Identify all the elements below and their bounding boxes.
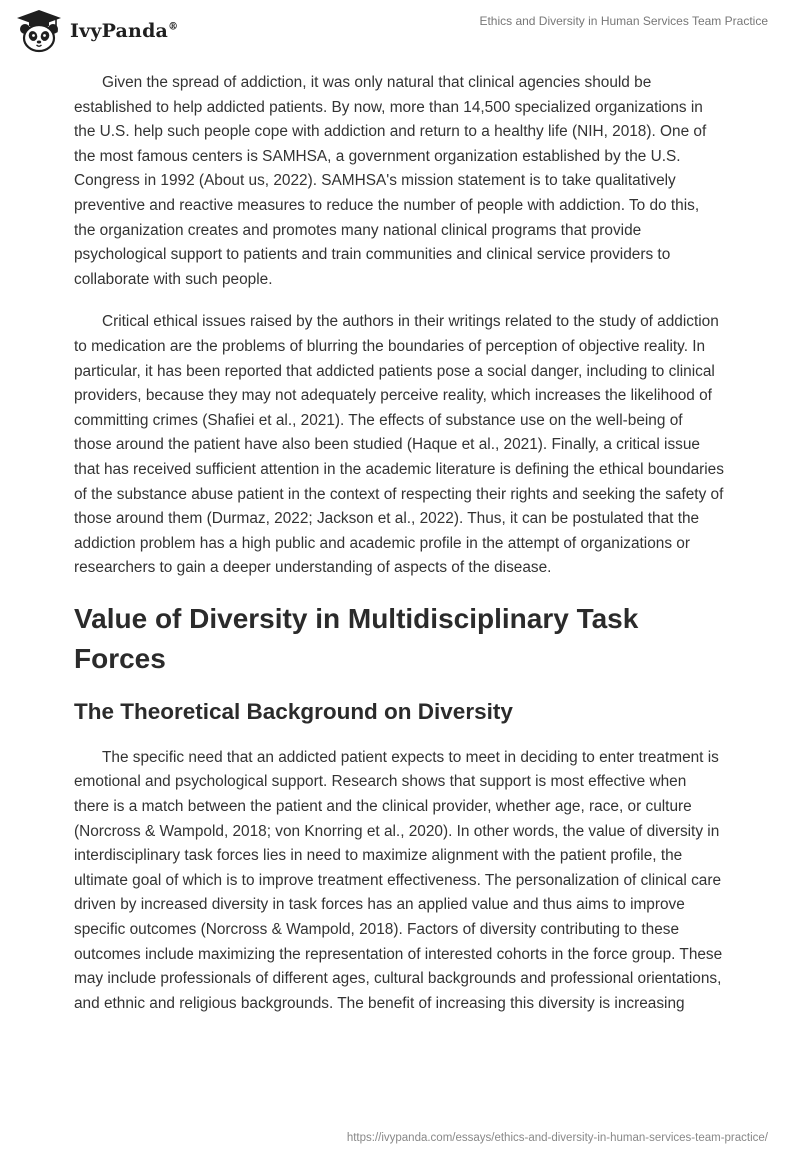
section-heading: Value of Diversity in Multidisciplinary Task Forces [74,602,639,674]
body-paragraph-3: The specific need that an addicted patient expects to meet in deciding to enter treatment is emotional and psychological support. Research shows that support is most effective when there is a match between the patient and the clinical provider, whether age, race, or culture (Norcross & Wampold, 2018; von Knorring et al., 2020). In other words, the value of diversity in interdisciplinary task forces lies in need to maximize alignment with the patient profile, the ultimate goal of which is to improve treatment effectiveness. The personalization of clinical care driven by increased diversity in task forces has an applied value and thus aims to improve specific outcomes (Norcross & Wampold, 2018). Factors of diversity contributing to these outcomes include maximizing the representation of interested cohorts in the force group. These may include professionals of different ages, cultural backgrounds and professional orientations, and ethnic and religious backgrounds. The benefit of increasing this diversity is increasing [74,748,723,1012]
essay-content [74,71,724,1034]
document-title: Ethics and Diversity in Human Services Team Practice [479,14,768,28]
body-paragraph-2: Critical ethical issues raised by the authors in their writings related to the study of addiction to medication are the problems of blurring the boundaries of perception of objective reality. In particular, it has been reported that addicted patients pose a social danger, including to clinical providers, because they may not adequately perceive reality, which increases the likelihood of committing crimes (Shafiei et al., 2021). The effects of substance use on the well-being of those around the patient have also been studied (Haque et al., 2021). Finally, a critical issue that has received sufficient attention in the academic literature is defining the ethical boundaries of the substance abuse patient in the context of respecting their rights and seeking the safety of those around them (Durmaz, 2022; Jackson et al., 2022). Thus, it can be postulated that the addiction problem has a high public and academic profile in the attempt of organizations or researchers to gain a deeper understanding of aspects of the disease. [74,313,724,577]
page-header [0,0,800,62]
brand-name: IvyPanda® [70,20,179,42]
ivypanda-logo[interactable] [14,8,178,54]
panda-graduate-logo-icon [14,8,64,54]
subsection-heading: The Theoretical Background on Diversity [74,698,513,724]
body-paragraph-1: Given the spread of addiction, it was only natural that clinical agencies should be established to help addicted patients. By now, more than 14,500 specialized organizations in the U.S. help such people cope with addiction and return to a healthy life (NIH, 2018). One of the most famous centers is SAMHSA, a government organization established by the U.S. Congress in 1992 (About us, 2022). SAMHSA's mission statement is to take qualitatively preventive and reactive measures to reduce the number of people with addiction. To do this, the organization creates and promotes many national clinical programs that provide psychological support to patients and train communities and clinical service providers to collaborate with such people. [74,74,707,288]
footer-source-url[interactable]: https://ivypanda.com/essays/ethics-and-diversity-in-human-services-team-practice/ [346,1132,768,1144]
